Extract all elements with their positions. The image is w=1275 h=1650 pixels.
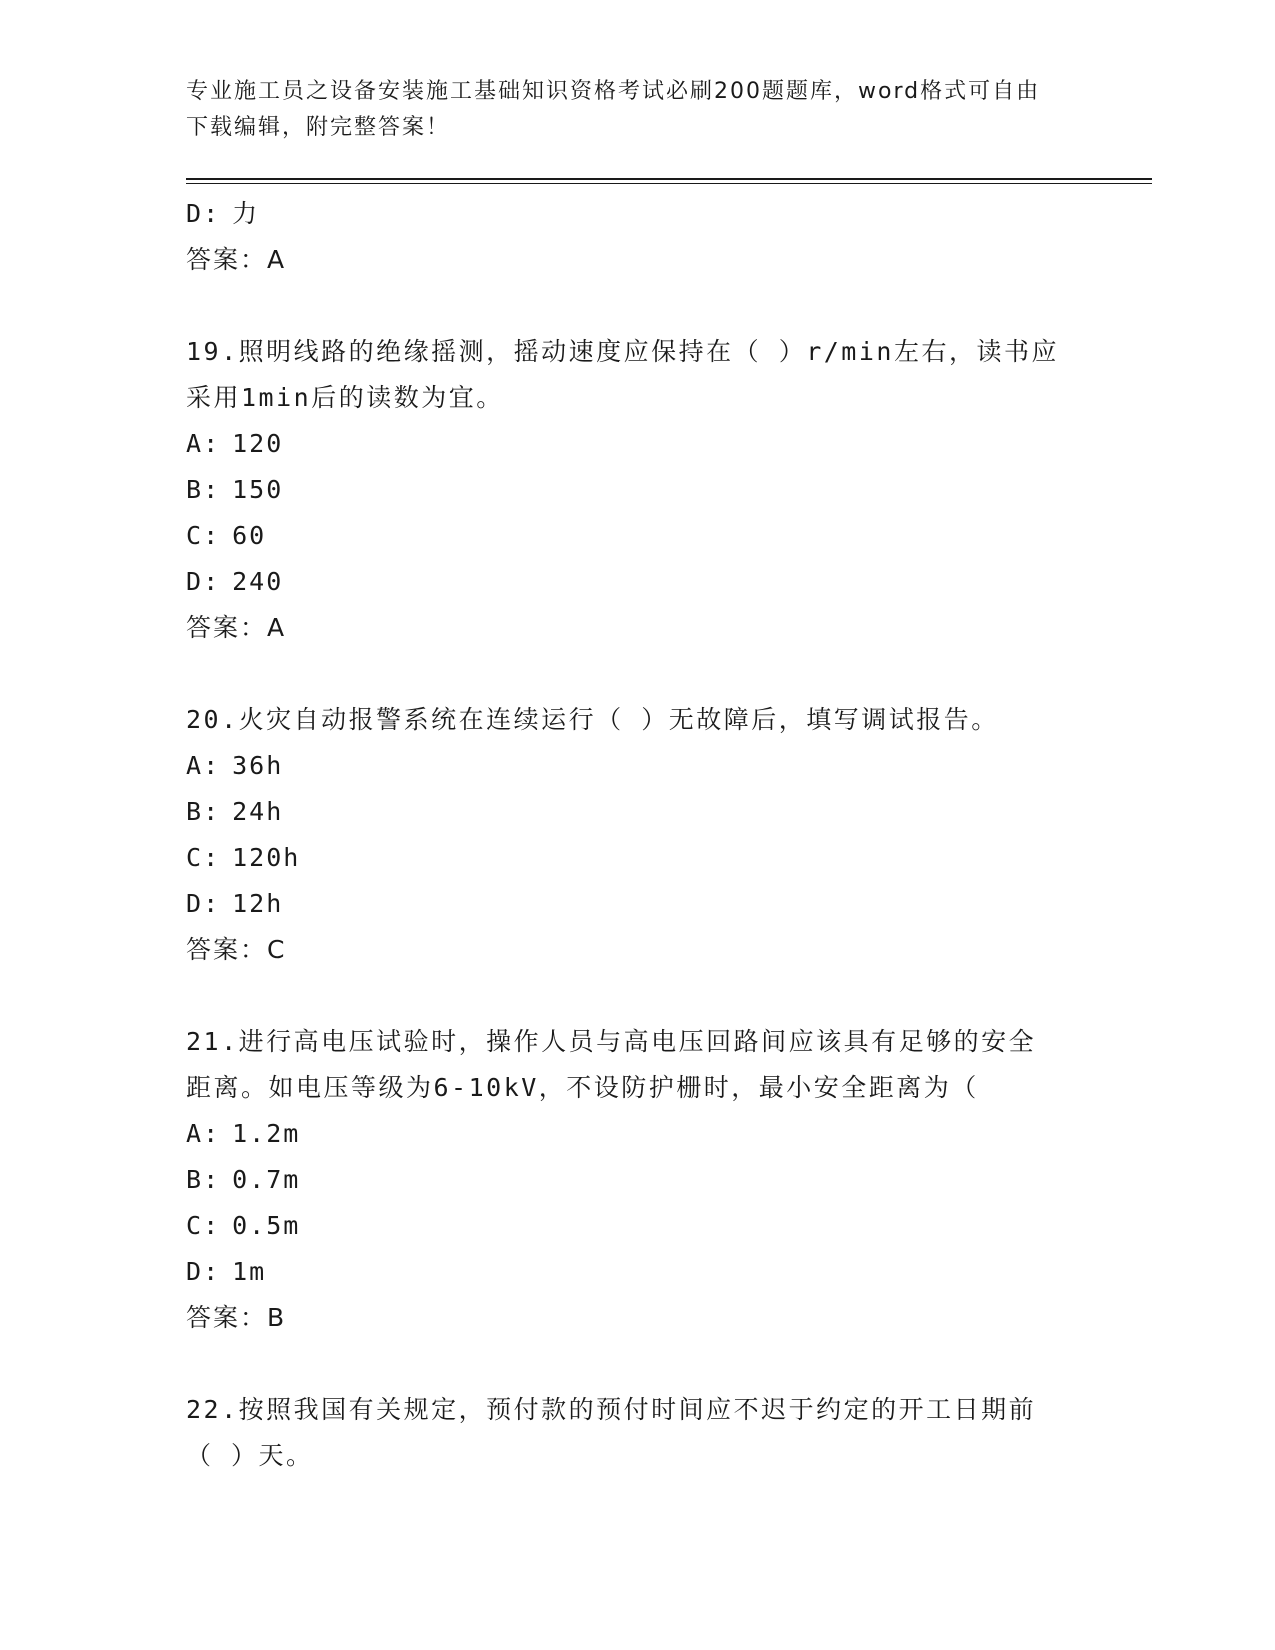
option-separator: : <box>203 1211 221 1240</box>
option-d <box>186 881 1086 927</box>
question-text-line: 距离。如电压等级为6-10kV，不设防护栅时，最小安全距离为（ <box>186 1073 979 1102</box>
option-letter: A <box>186 751 204 780</box>
spacer <box>186 651 1086 697</box>
spacer <box>186 973 1086 1019</box>
header-rule-thick <box>186 178 1152 180</box>
option-c <box>186 1203 1086 1249</box>
option-letter: C <box>186 521 204 550</box>
option-value: 150 <box>232 475 284 504</box>
option-value: 力 <box>232 199 260 228</box>
option-letter: B <box>186 475 204 504</box>
question-text-line: 19.照明线路的绝缘摇测，摇动速度应保持在（ ）r/min左右，读书应 <box>186 337 1059 366</box>
option-c <box>186 513 1086 559</box>
option-value: 1.2m <box>232 1119 301 1148</box>
option-d <box>186 1249 1086 1295</box>
option-separator: : <box>203 521 221 550</box>
option-b <box>186 789 1086 835</box>
spacer <box>186 1341 1086 1387</box>
question-text-line: （ ）天。 <box>186 1441 314 1470</box>
option-value: 0.7m <box>232 1165 301 1194</box>
option-separator: : <box>203 751 221 780</box>
option-separator: : <box>203 797 221 826</box>
option-value: 120h <box>232 843 301 872</box>
answer-line: 答案：A <box>186 245 287 274</box>
option-separator: : <box>203 1119 221 1148</box>
header-rule-thin <box>186 183 1152 184</box>
option-b <box>186 467 1086 513</box>
question-text-line: 21.进行高电压试验时，操作人员与高电压回路间应该具有足够的安全 <box>186 1027 1037 1056</box>
question-19 <box>186 329 1086 651</box>
option-separator: : <box>203 843 221 872</box>
option-value: 240 <box>232 567 284 596</box>
option-letter: C <box>186 843 204 872</box>
spacer <box>186 283 1086 329</box>
question-22 <box>186 1387 1086 1479</box>
option-separator: : <box>203 567 221 596</box>
document-header <box>186 74 1086 146</box>
option-a <box>186 1111 1086 1157</box>
option-separator: : <box>203 475 221 504</box>
option-letter: D <box>186 889 204 918</box>
option-separator: : <box>203 199 221 228</box>
option-letter: D <box>186 199 204 228</box>
option-letter: C <box>186 1211 204 1240</box>
question-21 <box>186 1019 1086 1341</box>
option-letter: B <box>186 797 204 826</box>
option-value: 12h <box>232 889 284 918</box>
option-value: 1m <box>232 1257 267 1286</box>
answer-line: 答案：A <box>186 613 287 642</box>
question-20 <box>186 697 1086 973</box>
question-list <box>186 191 1086 1479</box>
option-value: 0.5m <box>232 1211 301 1240</box>
option-value: 24h <box>232 797 284 826</box>
option-b <box>186 1157 1086 1203</box>
question-text-line: 采用1min后的读数为宜。 <box>186 383 504 412</box>
option-letter: A <box>186 429 204 458</box>
option-letter: D <box>186 567 204 596</box>
answer-line: 答案：C <box>186 935 287 964</box>
header-line-1: 专业施工员之设备安装施工基础知识资格考试必刷200题题库，word格式可自由 <box>186 79 1041 104</box>
option-value: 120 <box>232 429 284 458</box>
question-text-line: 22.按照我国有关规定，预付款的预付时间应不迟于约定的开工日期前 <box>186 1395 1037 1424</box>
option-letter: A <box>186 1119 204 1148</box>
option-a <box>186 743 1086 789</box>
answer-line: 答案：B <box>186 1303 287 1332</box>
option-letter: D <box>186 1257 204 1286</box>
option-value: 36h <box>232 751 284 780</box>
option-d <box>186 191 1086 237</box>
option-separator: : <box>203 1165 221 1194</box>
option-d <box>186 559 1086 605</box>
option-letter: B <box>186 1165 204 1194</box>
option-a <box>186 421 1086 467</box>
option-separator: : <box>203 1257 221 1286</box>
option-c <box>186 835 1086 881</box>
option-separator: : <box>203 429 221 458</box>
option-separator: : <box>203 889 221 918</box>
header-line-2: 下载编辑，附完整答案！ <box>186 115 451 140</box>
option-value: 60 <box>232 521 267 550</box>
question-text-line: 20.火灾自动报警系统在连续运行（ ）无故障后，填写调试报告。 <box>186 705 999 734</box>
